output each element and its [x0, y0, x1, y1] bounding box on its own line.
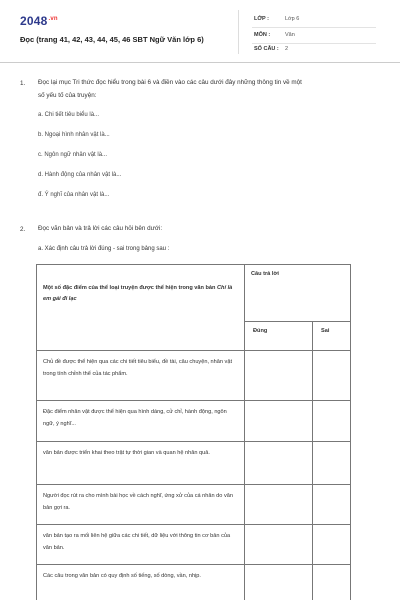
question-1-text-line1: Đọc lại mục Tri thức đọc hiểu trong bài 6 và điền vào các câu dưới đây những thông tin về một [38, 79, 302, 86]
criterion-cell: văn bản được triển khai theo trật tự thời gian và quan hệ nhân quả. [37, 442, 245, 485]
question-1-option-a: a. Chi tiết tiêu biểu là... [38, 112, 100, 118]
false-answer-cell[interactable] [313, 525, 351, 565]
false-answer-cell[interactable] [313, 565, 351, 600]
question-1-option-c: c. Ngôn ngữ nhân vật là... [38, 152, 108, 158]
table-row [37, 401, 351, 442]
true-answer-cell[interactable] [245, 442, 313, 485]
criterion-cell: Các câu trong văn bản có quy định số tiếng, số dòng, vần, nhịp. [37, 565, 245, 600]
table-row [37, 351, 351, 401]
true-answer-cell[interactable] [245, 565, 313, 600]
question-1-option-b: b. Ngoại hình nhân vật là... [38, 132, 110, 138]
true-answer-cell[interactable] [245, 401, 313, 442]
question-1-option-dd: đ. Ý nghĩ của nhân vật là... [38, 192, 110, 198]
table-row [37, 525, 351, 565]
question-count-value: 2 [285, 46, 289, 52]
criteria-header: Một số đặc điểm của thể loại truyện được thể hiện trong văn bản Chỉ là em gái đi lạc [37, 265, 245, 351]
true-answer-cell[interactable] [245, 525, 313, 565]
criterion-cell: Chủ đề được thể hiện qua các chi tiết tiêu biểu, đề tài, câu chuyện, nhân vật trong tính chỉnh thể của tác phẩm. [37, 351, 245, 401]
false-answer-cell[interactable] [313, 485, 351, 525]
subject-label: MÔN : [254, 32, 271, 38]
question-1-option-d: d. Hành động của nhân vật là... [38, 172, 122, 178]
criterion-cell: văn bản tạo ra mối liên hệ giữa các chi tiết, dữ liệu với thông tin cơ bản của văn bản. [37, 525, 245, 565]
class-label: LỚP : [254, 16, 269, 22]
worksheet-title: Đọc (trang 41, 42, 43, 44, 45, 46 SBT Ngữ Văn lớp 6) [20, 35, 204, 44]
false-answer-cell[interactable] [313, 442, 351, 485]
question-2a-instruction: a. Xác định câu trả lời đúng - sai trong bảng sau : [38, 246, 170, 252]
true-column-header: Đúng [245, 322, 313, 351]
false-answer-cell[interactable] [313, 351, 351, 401]
subject-value: Văn [285, 32, 295, 38]
true-false-table [36, 264, 351, 600]
criterion-cell: Đặc điểm nhân vật được thể hiện qua hình dáng, cử chỉ, hành động, ngôn ngữ, ý nghĩ... [37, 401, 245, 442]
class-value: Lớp 6 [285, 16, 300, 22]
criterion-cell: Người đọc rút ra cho mình bài học về cách nghĩ, ứng xử của cá nhân do văn bản gợi ra. [37, 485, 245, 525]
true-answer-cell[interactable] [245, 485, 313, 525]
question-2-number: 2. [20, 226, 26, 233]
table-row [37, 442, 351, 485]
question-count-label: SỐ CÂU : [254, 46, 279, 52]
true-answer-cell[interactable] [245, 351, 313, 401]
site-logo[interactable]: $2048^{.vn}$ [20, 14, 58, 28]
false-answer-cell[interactable] [313, 401, 351, 442]
question-2-text: Đọc văn bản và trả lời các câu hỏi bên dưới: [38, 225, 163, 232]
table-row [37, 485, 351, 525]
false-column-header: Sai [313, 322, 351, 351]
table-row [37, 565, 351, 600]
question-1-number: 1. [20, 80, 26, 87]
answer-header: Câu trả lời [245, 265, 351, 322]
question-1-text-line2: số yếu tố của truyện: [38, 92, 97, 99]
